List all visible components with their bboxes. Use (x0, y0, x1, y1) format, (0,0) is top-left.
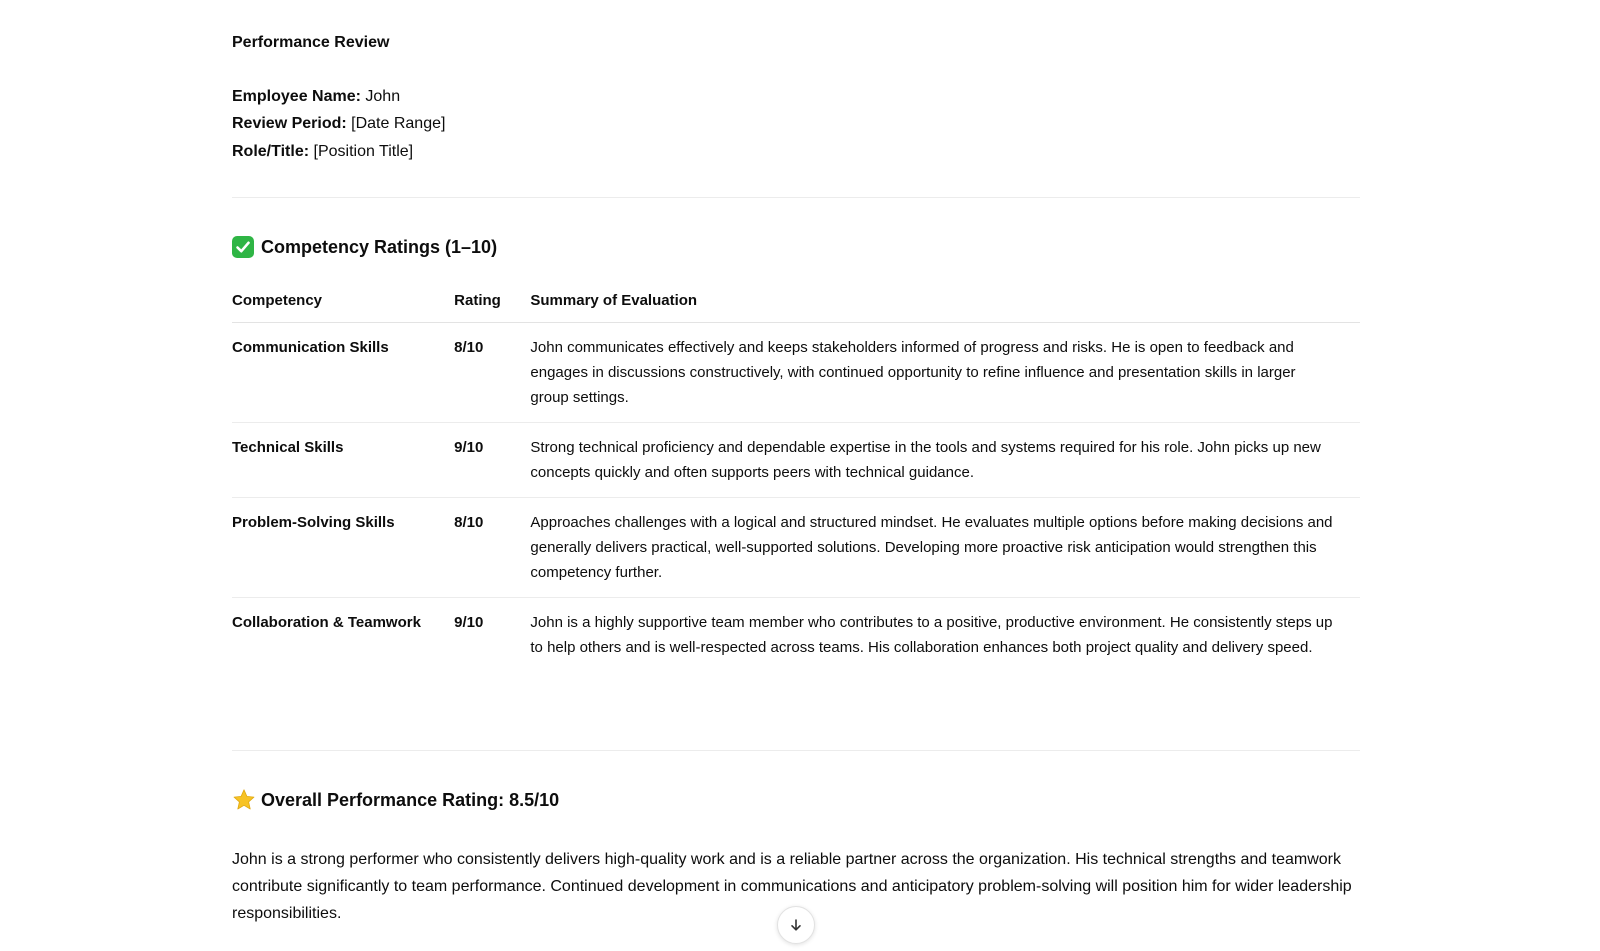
employee-name-line (232, 86, 400, 108)
star-icon (232, 788, 256, 812)
arrow-down-icon (788, 917, 804, 933)
summary-cell: Approaches challenges with a logical and structured mindset. He evaluates multiple options before making decisions and generally delivers practical, well-supported solutions. Developing more proactive risk anticipation would strengthen this competency further. (530, 498, 1360, 598)
overall-summary-paragraph: John is a strong performer who consistently delivers high-quality work and is a reliable partner across the organization. His technical strengths and teamwork contribute significantly to team performance. Continued development in communications and anticipatory problem-solving will position him for wider leadership responsibilities. (232, 851, 1352, 922)
section-divider (232, 197, 1360, 198)
section-divider (232, 750, 1360, 751)
check-mark-icon (232, 236, 254, 258)
competency-cell: Communication Skills (232, 323, 454, 423)
summary-cell: Strong technical proficiency and dependable expertise in the tools and systems required for his role. John picks up new concepts quickly and often supports peers with technical guidance. (530, 423, 1360, 498)
overall-rating-heading (232, 787, 559, 813)
role-title-label: Role/Title: (232, 143, 310, 160)
role-title-value: [Position Title] (313, 143, 414, 160)
employee-name-value: John (365, 88, 401, 105)
rating-cell: 8/10 (454, 498, 530, 598)
table-row (232, 323, 1360, 423)
summary-cell: John is a highly supportive team member who contributes to a positive, productive environment. He consistently steps up to help others and is well-respected across teams. His collaboration enhances both project quality and delivery speed. (530, 614, 1333, 656)
rating-cell: 9/10 (454, 614, 484, 631)
review-period-label: Review Period: (232, 115, 347, 132)
competency-cell: Technical Skills (232, 423, 454, 498)
scroll-to-bottom-button[interactable] (777, 906, 815, 944)
document-title: Performance Review (232, 34, 390, 51)
summary-cell: John communicates effectively and keeps stakeholders informed of progress and risks. He is open to feedback and engages in discussions constructively, with continued opportunity to refine influence and presentation skills in larger group settings. (530, 323, 1360, 423)
competency-section-heading (232, 234, 497, 260)
competency-section-title: Competency Ratings (1–10) (261, 237, 498, 257)
review-period-line (232, 113, 445, 135)
column-header-summary: Summary of Evaluation (530, 288, 1360, 323)
competency-cell: Problem-Solving Skills (232, 498, 454, 598)
employee-name-label: Employee Name: (232, 88, 361, 105)
rating-cell: 9/10 (454, 423, 530, 498)
competency-ratings-table (232, 288, 1360, 672)
column-header-competency: Competency (232, 288, 454, 323)
table-header-row (232, 288, 1360, 323)
review-period-value: [Date Range] (351, 115, 446, 132)
overall-rating-title: Overall Performance Rating: 8.5/10 (261, 790, 560, 810)
competency-cell: Collaboration & Teamwork (232, 614, 421, 631)
rating-cell: 8/10 (454, 323, 530, 423)
table-row (232, 498, 1360, 598)
table-row (232, 423, 1360, 498)
table-row (232, 598, 1360, 673)
column-header-rating: Rating (454, 288, 530, 323)
role-title-line (232, 141, 413, 163)
